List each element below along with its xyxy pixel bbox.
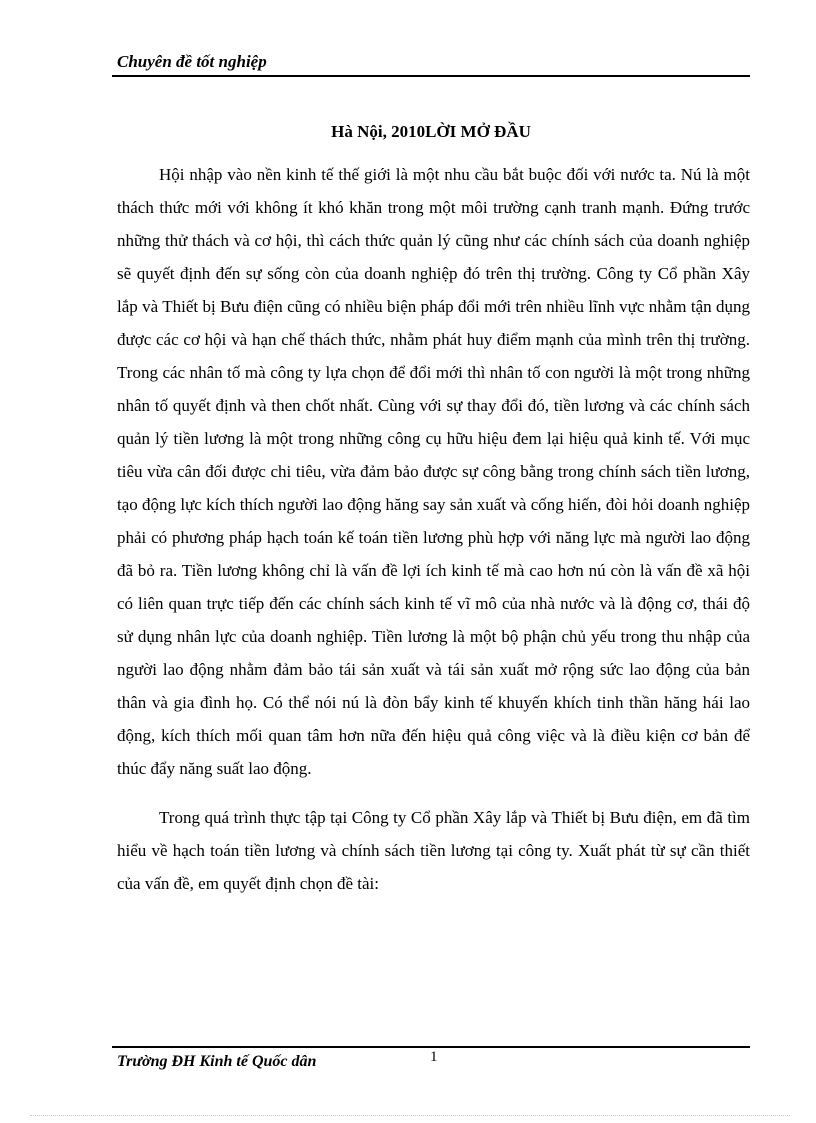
document-body	[117, 158, 750, 900]
page-number: 1	[430, 1049, 438, 1065]
header-title: Chuyên đề tốt nghiệp	[117, 52, 267, 71]
footer-rule	[112, 1046, 750, 1048]
page-edge-divider	[30, 1115, 790, 1116]
body-paragraph: Hội nhập vào nền kinh tế thế giới là một nhu cầu bắt buộc đối với nước ta. Nú là một thách thức mới với không ít khó khăn trong một môi trường cạnh tranh mạnh. Đứng trước những thử thách và cơ hội, thì cách thức quản lý cũng như các chính sách của doanh nghiệp sẽ quyết định đến sự sống còn của doanh nghiệp đó trên thị trường. Công ty Cổ phần Xây lắp và Thiết bị Bưu điện cũng có nhiều biện pháp đổi mới trên nhiều lĩnh vực nhằm tận dụng được các cơ hội và hạn chế thách thức, nhằm phát huy điểm mạnh của mình trên thị trường. Trong các nhân tố mà công ty lựa chọn để đổi mới thì nhân tố con người là một trong những nhân tố quyết định và then chốt nhất. Cùng với sự thay đổi đó, tiền lương và các chính sách quản lý tiền lương là một trong những công cụ hữu hiệu đem lại hiệu quả kinh tế. Với mục tiêu vừa cân đối được chi tiêu, vừa đảm bảo được sự công bằng trong chính sách tiền lương, tạo động lực kích thích người lao động hăng say sản xuất và cống hiến, đòi hỏi doanh nghiệp phải có phương pháp hạch toán kế toán tiền lương phù hợp với năng lực mà người lao động đã bỏ ra. Tiền lương không chỉ là vấn đề lợi ích kinh tế mà cao hơn nú còn là vấn đề xã hội có liên quan trực tiếp đến các chính sách kinh tế vĩ mô của nhà nước và là động cơ, thái độ sử dụng nhân lực của doanh nghiệp. Tiền lương là một bộ phận chủ yếu trong thu nhập của người lao động nhằm đảm bảo tái sản xuất và tái sản xuất mở rộng sức lao động của bản thân và gia đình họ. Có thể nói nú là đòn bẩy kinh tế khuyến khích tinh thần hăng hái lao động, kích thích mối quan tâm hơn nữa đến hiệu quả công việc và là điều kiện cơ bản để thúc đẩy năng suất lao động.	[117, 165, 750, 778]
body-paragraph: Trong quá trình thực tập tại Công ty Cổ phần Xây lắp và Thiết bị Bưu điện, em đã tìm hiểu về hạch toán tiền lương và chính sách tiền lương tại công ty. Xuất phát từ sự cần thiết của vấn đề, em quyết định chọn đề tài:	[117, 808, 750, 893]
footer-school-name: Trường ĐH Kinh tế Quốc dân	[117, 1053, 317, 1070]
document-heading: Hà Nội, 2010LỜI MỞ ĐẦU	[331, 122, 531, 141]
header-rule	[112, 75, 750, 77]
